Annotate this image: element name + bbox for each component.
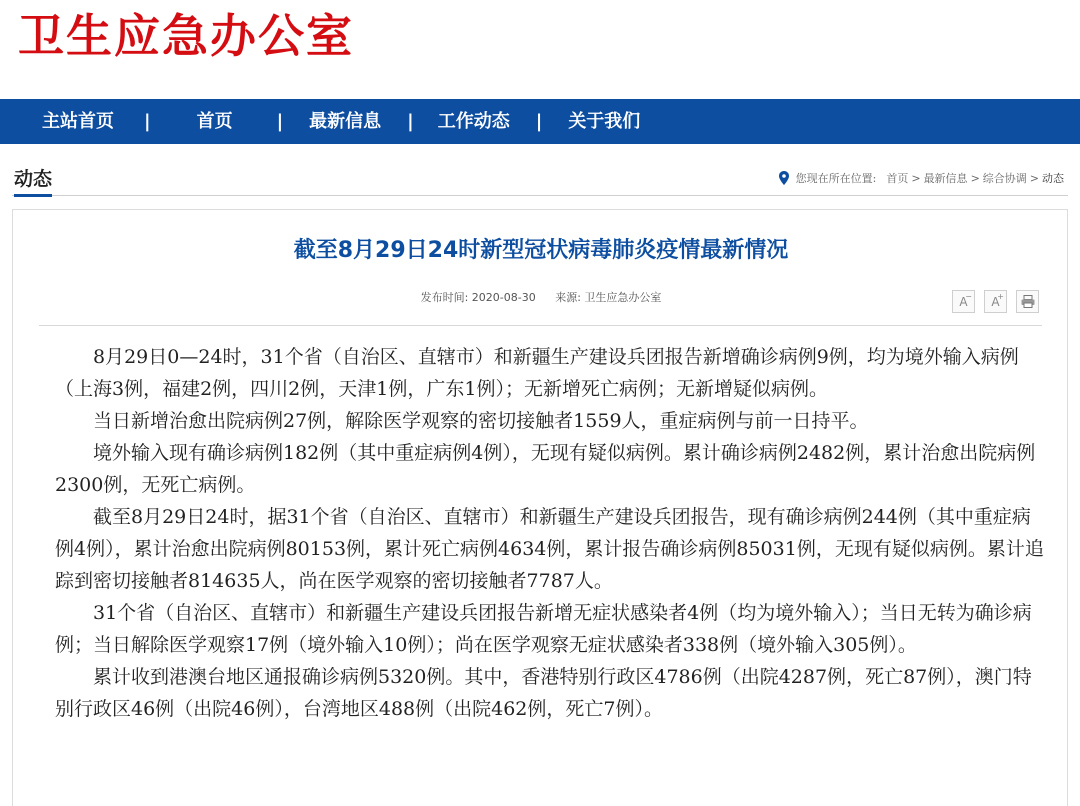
nav-separator: | [407,111,414,132]
breadcrumb-separator: > [1029,171,1039,185]
breadcrumb-coordination[interactable]: 综合协调 [982,172,1027,185]
font-larger-button[interactable]: A + [984,290,1007,313]
article-meta [13,289,1069,305]
plus-icon: + [997,292,1004,301]
breadcrumb-separator: > [970,171,980,185]
publish-date: 发布时间: 2020-08-30 [420,291,536,304]
paragraph: 当日新增治愈出院病例27例，解除医学观察的密切接触者1559人，重症病例与前一日持平。 [93,410,869,432]
article-divider [39,325,1042,326]
breadcrumb-current: 动态 [1042,172,1064,185]
paragraph: 8月29日0—24时，31个省（自治区、直辖市）和新疆生产建设兵团报告新增确诊病例9例，均为境外输入病例（上海3例，福建2例，四川2例，天津1例，广东1例）；无新增死亡病例；无新增疑似病例。 [55,346,1019,400]
location-label: 您现在所在位置: [795,172,877,185]
site-title: 卫生应急办公室 [18,9,354,63]
article-body [55,341,1045,725]
location-pin-icon [778,171,790,185]
main-navbar [0,99,1080,144]
nav-item-main-home[interactable]: 主站首页 [42,111,114,132]
paragraph: 截至8月29日24时，据31个省（自治区、直辖市）和新疆生产建设兵团报告，现有确诊病例244例（其中重症病例4例），累计治愈出院病例80153例，累计死亡病例4634例，累计报告确诊病例85031例，无现有疑似病例。累计追踪到密切接触者814635人，尚在医学观察的密切接触者7787人。 [55,506,1044,592]
section-header [12,162,1068,196]
print-icon [1021,295,1035,308]
minus-icon: − [965,292,972,301]
breadcrumb-home[interactable]: 首页 [886,172,909,185]
nav-separator: | [535,111,543,132]
nav-item-home[interactable]: 首页 [196,111,233,132]
nav-item-work-updates[interactable]: 工作动态 [437,111,510,132]
paragraph: 境外输入现有确诊病例182例（其中重症病例4例），无现有疑似病例。累计确诊病例2482例，累计治愈出院病例2300例，无死亡病例。 [55,442,1036,496]
breadcrumb-separator: > [911,171,921,185]
article-tools [943,290,1039,313]
section-title: 动态 [14,168,52,197]
article-title: 截至8月29日24时新型冠状病毒肺炎疫情最新情况 [293,238,789,263]
breadcrumb [778,170,1064,186]
article-source: 来源: 卫生应急办公室 [555,291,662,304]
font-smaller-button[interactable]: A − [952,290,975,313]
site-logo[interactable] [18,6,354,66]
nav-separator: | [276,111,284,132]
article-panel [12,209,1068,806]
print-button[interactable] [1016,290,1039,313]
nav-separator: | [144,111,151,132]
paragraph: 累计收到港澳台地区通报确诊病例5320例。其中，香港特别行政区4786例（出院4287例，死亡87例），澳门特别行政区46例（出院46例），台湾地区488例（出院462例，死亡7例）。 [55,666,1032,720]
nav-list [0,99,1080,144]
nav-item-about-us[interactable]: 关于我们 [568,111,641,132]
paragraph: 31个省（自治区、直辖市）和新疆生产建设兵团报告新增无症状感染者4例（均为境外输入）；当日无转为确诊病例；当日解除医学观察17例（境外输入10例）；尚在医学观察无症状感染者338例（境外输入305例）。 [55,602,1032,656]
breadcrumb-latest-news[interactable]: 最新信息 [923,172,968,185]
nav-item-latest-news[interactable]: 最新信息 [309,111,382,132]
